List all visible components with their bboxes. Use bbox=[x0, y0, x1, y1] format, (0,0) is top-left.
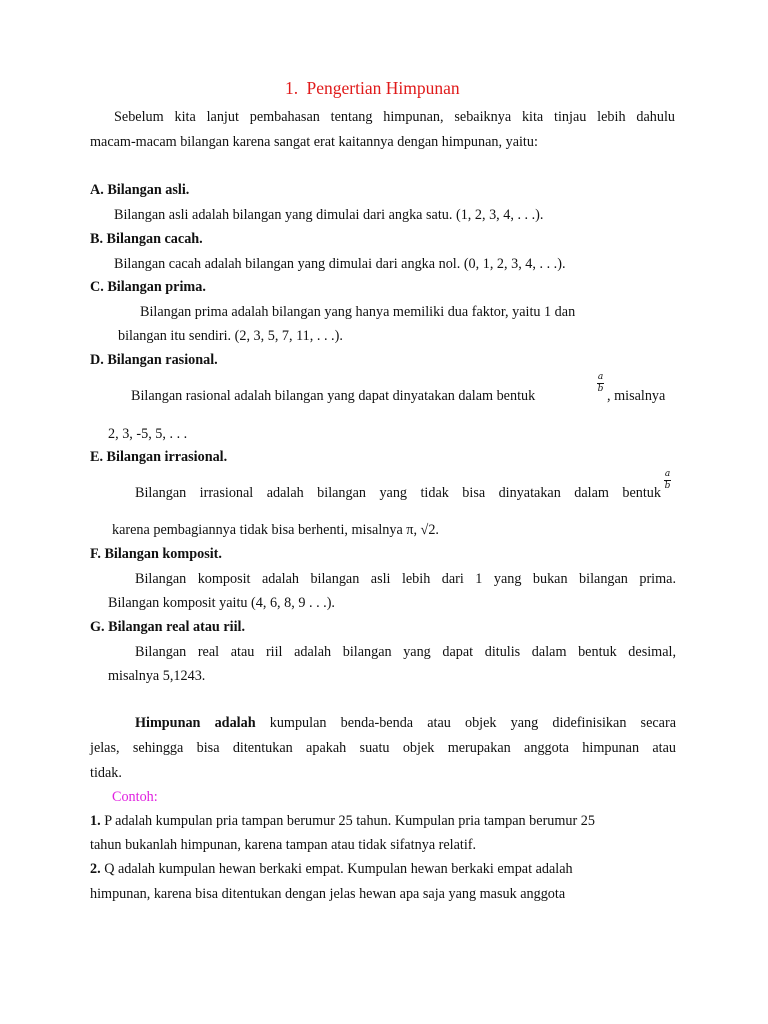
section-a-heading: A. Bilangan asli. bbox=[90, 182, 190, 198]
example-1-text-1: P adalah kumpulan pria tampan berumur 25 tahun. Kumpulan pria tampan berumur 25 bbox=[104, 813, 595, 829]
section-f-text-1: Bilangan komposit adalah bilangan asli lebih dari 1 yang bukan bilangan prima. bbox=[135, 571, 676, 587]
definition-line-3: tidak. bbox=[90, 765, 122, 781]
example-label: Contoh: bbox=[112, 789, 158, 805]
section-d-text-1b: , misalnya bbox=[607, 388, 666, 404]
intro-line-2: macam-macam bilangan karena sangat erat kaitannya dengan himpunan, yaitu: bbox=[90, 134, 538, 150]
section-c-heading: C. Bilangan prima. bbox=[90, 279, 206, 295]
title-number: 1. bbox=[285, 78, 299, 98]
fraction-denominator-2: b bbox=[664, 481, 671, 491]
fraction-a-over-b bbox=[597, 373, 604, 394]
section-e-text-1: Bilangan irrasional adalah bilangan yang tidak bisa dinyatakan dalam bentuk bbox=[135, 485, 661, 501]
example-1-line-2: tahun bukanlah himpunan, karena tampan atau tidak sifatnya relatif. bbox=[90, 837, 477, 853]
fraction-a-over-b-2 bbox=[664, 470, 671, 491]
section-g-heading: G. Bilangan real atau riil. bbox=[90, 619, 246, 635]
section-f-text-2: Bilangan komposit yaitu (4, 6, 8, 9 . . .). bbox=[108, 595, 335, 611]
definition-line-1 bbox=[135, 714, 676, 732]
section-a-text: Bilangan asli adalah bilangan yang dimulai dari angka satu. (1, 2, 3, 4, . . .). bbox=[114, 207, 544, 223]
section-d-text-2: 2, 3, -5, 5, . . . bbox=[108, 426, 188, 442]
section-b-heading: B. Bilangan cacah. bbox=[90, 231, 203, 247]
fraction-numerator: a bbox=[597, 372, 604, 382]
section-c-text-1: Bilangan prima adalah bilangan yang hanya memiliki dua faktor, yaitu 1 dan bbox=[140, 304, 576, 320]
example-2-number: 2. bbox=[90, 861, 101, 877]
section-f-heading: F. Bilangan komposit. bbox=[90, 546, 222, 562]
fraction-numerator-2: a bbox=[664, 469, 671, 479]
example-2-line-1 bbox=[90, 860, 573, 878]
section-b-text: Bilangan cacah adalah bilangan yang dimulai dari angka nol. (0, 1, 2, 3, 4, . . .). bbox=[114, 256, 566, 272]
page-title bbox=[285, 79, 460, 97]
section-e-heading: E. Bilangan irrasional. bbox=[90, 449, 228, 465]
definition-term: Himpunan adalah bbox=[135, 715, 256, 731]
definition-text-1: kumpulan benda-benda atau objek yang didefinisikan secara bbox=[269, 715, 676, 731]
definition-line-2: jelas, sehingga bisa ditentukan apakah suatu objek merupakan anggota himpunan atau bbox=[90, 740, 676, 756]
example-2-text-1: Q adalah kumpulan hewan berkaki empat. Kumpulan hewan berkaki empat adalah bbox=[104, 861, 573, 877]
section-g-text-2: misalnya 5,1243. bbox=[108, 668, 206, 684]
section-c-text-2: bilangan itu sendiri. (2, 3, 5, 7, 11, . . .). bbox=[118, 328, 343, 344]
fraction-denominator: b bbox=[597, 384, 604, 394]
example-2-line-2: himpunan, karena bisa ditentukan dengan jelas hewan apa saja yang masuk anggota bbox=[90, 886, 566, 902]
example-1-line-1 bbox=[90, 812, 595, 830]
title-text: Pengertian Himpunan bbox=[306, 78, 460, 98]
section-e-text-2: karena pembagiannya tidak bisa berhenti, misalnya π, √2. bbox=[112, 522, 439, 538]
section-d-heading: D. Bilangan rasional. bbox=[90, 352, 218, 368]
example-1-number: 1. bbox=[90, 813, 101, 829]
intro-line-1: Sebelum kita lanjut pembahasan tentang himpunan, sebaiknya kita tinjau lebih dahulu bbox=[114, 109, 675, 125]
section-d-text-1a: Bilangan rasional adalah bilangan yang dapat dinyatakan dalam bentuk bbox=[131, 388, 536, 404]
section-g-text-1: Bilangan real atau riil adalah bilangan yang dapat ditulis dalam bentuk desimal, bbox=[135, 644, 676, 660]
